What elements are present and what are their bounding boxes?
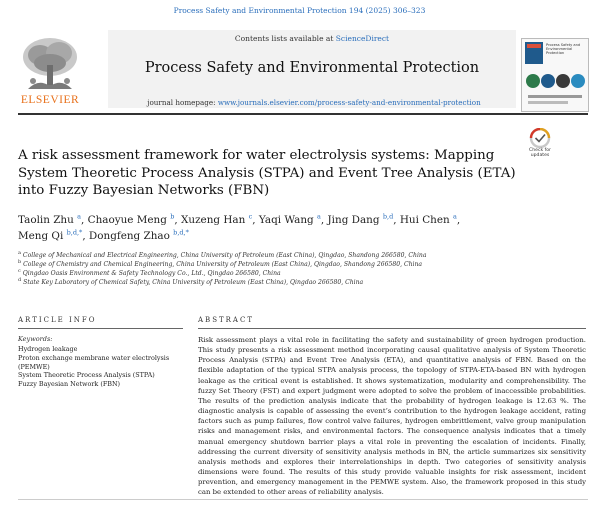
article-info-divider xyxy=(18,328,183,329)
affiliation-item: $^c$ Qingdao Oasis Environment & Safety Technology Co., Ltd., Qingdao 266580, China xyxy=(18,268,281,278)
article-title: A risk assessment framework for water electrolysis systems: Mapping System Theoretic Process Analysis (STPA) and Event Tree Analysis (ETA) into Fuzzy Bayesian Networks (FBN) xyxy=(18,148,516,198)
journal-reference[interactable]: Process Safety and Environmental Protection 194 (2025) 306–323 xyxy=(173,6,426,15)
check-for-updates-button[interactable] xyxy=(523,128,557,162)
contents-available-line xyxy=(108,34,516,43)
check-updates-line-2: updates xyxy=(530,153,550,158)
keyword-list xyxy=(18,345,188,389)
footer-divider xyxy=(18,499,588,500)
check-updates-line-1: Check for xyxy=(529,148,551,153)
author[interactable]: Xuzeng Han $^c$ xyxy=(180,212,253,226)
homepage-prefix: journal homepage: xyxy=(147,98,218,107)
article-info-heading: ARTICLE INFO xyxy=(18,316,97,324)
keyword-item: Hydrogen leakage xyxy=(18,345,78,353)
author-affiliation-marker[interactable]: a xyxy=(453,212,457,221)
keyword-item: Proton exchange membrane water electrolysis (PEMWE) xyxy=(18,353,170,371)
author-affiliation-marker[interactable]: b xyxy=(170,212,175,221)
author[interactable]: Meng Qi $^{b,d,*}$ xyxy=(18,228,83,242)
abstract-divider xyxy=(198,328,586,329)
author-affiliation-marker[interactable]: b,d,* xyxy=(173,228,189,237)
abstract-heading: ABSTRACT xyxy=(198,316,255,324)
journal-title: Process Safety and Environmental Protection xyxy=(144,60,480,76)
author[interactable]: Jing Dang $^{b,d}$ xyxy=(327,212,394,226)
affiliation-list xyxy=(18,251,588,287)
author[interactable]: Yaqi Wang $^a$ xyxy=(258,212,321,226)
affiliation-item: $^b$ College of Chemistry and Chemical Engineering, China University of Petroleum (East China), Qingdao, Shandong 266580, China xyxy=(18,259,423,269)
journal-cover-thumbnail[interactable] xyxy=(521,38,589,112)
author-affiliation-marker[interactable]: b,d xyxy=(382,212,394,221)
sciencedirect-link[interactable]: ScienceDirect xyxy=(335,34,390,43)
elsevier-tree-logo xyxy=(18,35,82,93)
author[interactable]: Taolin Zhu $^a$ xyxy=(18,212,82,226)
author[interactable]: Hui Chen $^a$ xyxy=(399,212,457,226)
affiliation-item: $^d$ State Key Laboratory of Chemical Safety, China University of Petroleum (East China), Qingdao 266580, China xyxy=(18,277,364,287)
check-updates-icon xyxy=(523,128,557,148)
journal-homepage-link[interactable]: www.journals.elsevier.com/process-safety-and-environmental-protection xyxy=(217,98,481,107)
contents-prefix: Contents lists available at xyxy=(234,34,336,43)
journal-homepage-line xyxy=(112,98,516,107)
abstract-text: Risk assessment plays a vital role in facilitating the safety and sustainability of green hydrogen production. This study presents a risk assessment method incorporating causal qualitative analysis of System Theoretic Process Analysis (STPA) and Event Tree Analysis (ETA), and quantitative analysis of FBN. Based on the flexible adaptation of the typical STPA analysis process, the topology of STPA-ETA-based BN with hydrogen leakage as the critical event is established. It shows systematization, modularity and comprehensibility. The fuzzy Set Theory (FST) and expert judgment were adopted to solve the problem of inaccessible probabilities. The results of the prediction analysis indicate that the probability of hydrogen leakage is 12.63 %. The diagnostic analysis is capable of assessing the event’s contribution to the hydrogen leakage accident, rating factors such as pump failures, flow control valve failures, hydrogen embrittlement, valve group manipulation risks and management risks, and environmental factors. The consequence analysis indicates that a timely manual emergency shutdown barrier plays a vital role in preventing the escalation of incidents. Finally, addressing the current diversity of sensitivity analysis methods in BN, the article summarizes six sensitivity analysis methods and explores their interrelationships in depth. Two categories of sensitivity analysis dimensions were found. The results of this study provide valuable insights for risk assessment, incident prevention, and emergency management in the PEMWE system. Also, the framework proposed in this study can be extended to other areas of reliability analysis. xyxy=(198,336,586,497)
keyword-item: Fuzzy Bayesian Network (FBN) xyxy=(18,380,121,389)
cover-journal-title: Process Safety and Environmental Protection xyxy=(546,43,581,56)
elsevier-wordmark: ELSEVIER xyxy=(20,94,80,106)
keyword-item: System Theoretic Process Analysis (STPA) xyxy=(18,371,155,380)
author-affiliation-marker[interactable]: c xyxy=(248,212,253,221)
keywords-label: Keywords: xyxy=(18,335,53,343)
header-divider xyxy=(18,113,588,115)
author-affiliation-marker[interactable]: a xyxy=(77,212,82,221)
author-affiliation-marker[interactable]: a xyxy=(317,212,321,221)
check-updates-label xyxy=(523,148,557,158)
affiliation-item: $^a$ College of Mechanical and Electrical Engineering, China University of Petroleum (East China), Qingdao, Shandong 266580, China xyxy=(18,249,427,259)
author[interactable]: Dongfeng Zhao $^{b,d,*}$ xyxy=(88,228,189,242)
author[interactable]: Chaoyue Meng $^b$ xyxy=(87,212,175,226)
author-affiliation-marker[interactable]: b,d,* xyxy=(66,228,83,237)
author-list: Taolin Zhu $^a$, Chaoyue Meng $^b$, Xuzeng Han $^c$, Yaqi Wang $^a$, Jing Dang $^{b,d}$, Hui Chen $^a$, Meng Qi $^{b,d,*}$, Dongfeng Zhao $^{b,d,*}$ xyxy=(18,212,461,242)
